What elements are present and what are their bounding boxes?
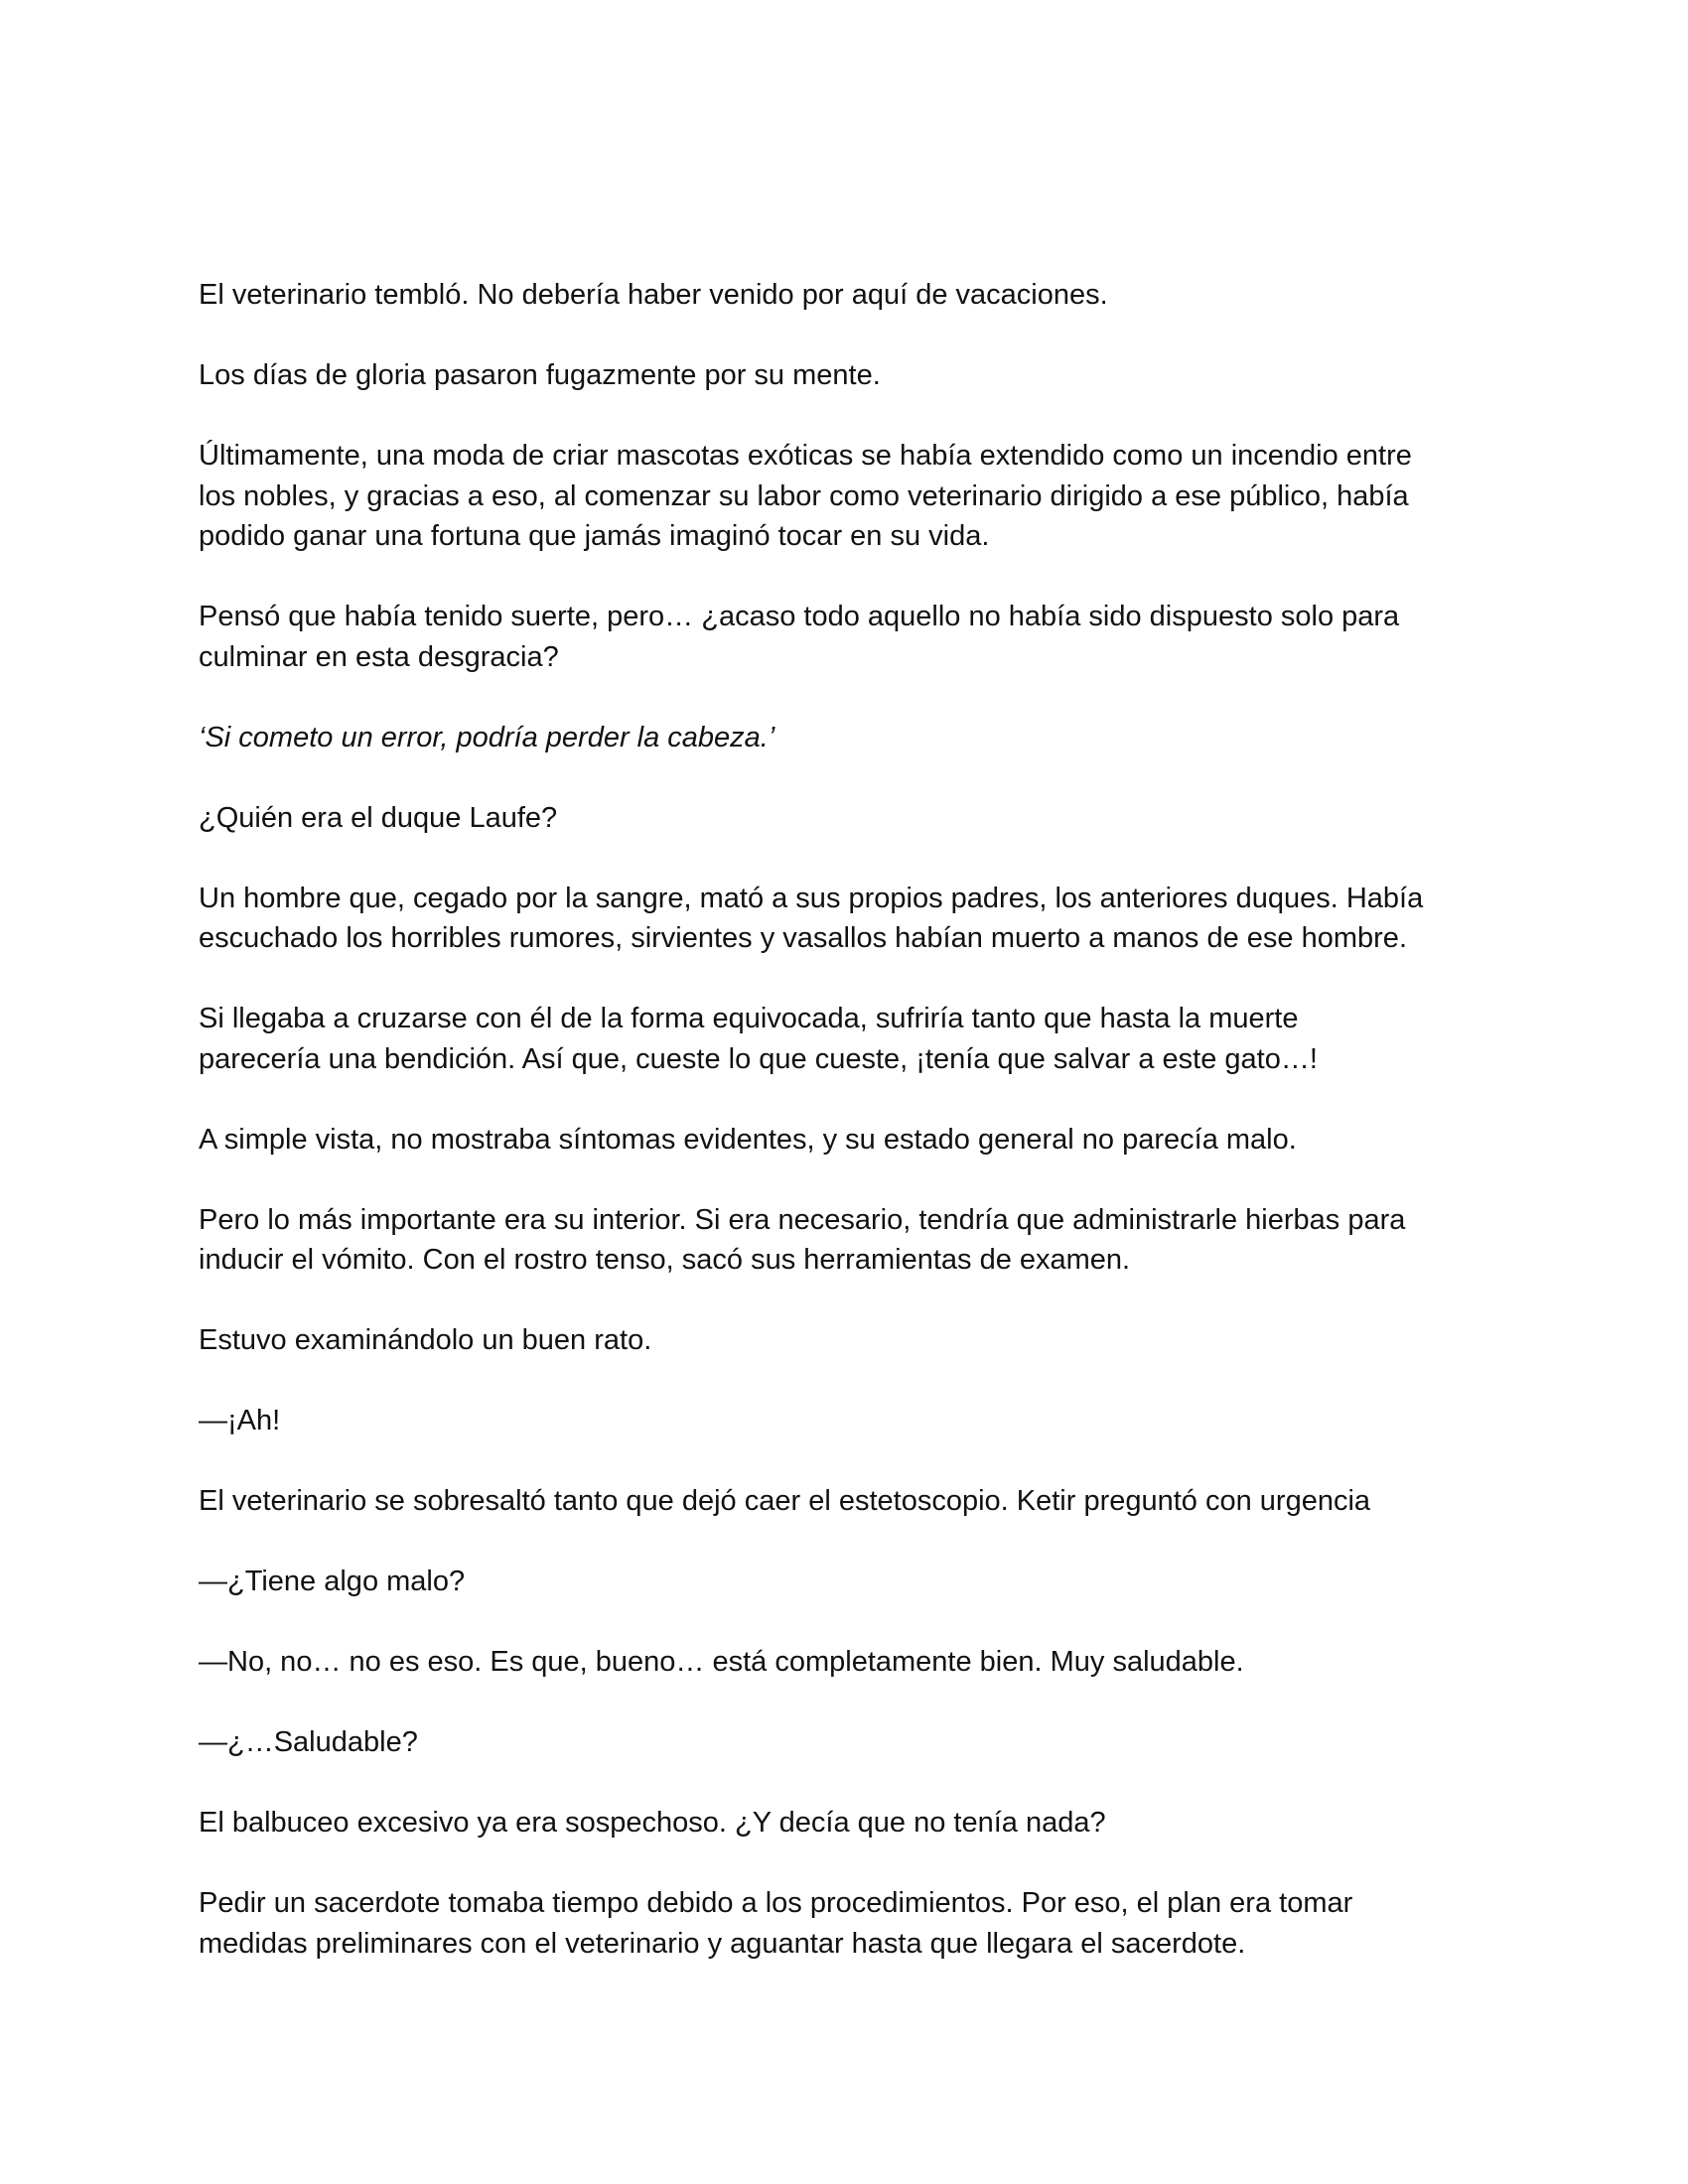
document-page — [199, 275, 1509, 2004]
text-line: podido ganar una fortuna que jamás imaginó tocar en su vida. — [199, 520, 990, 552]
text-line: Estuvo examinándolo un buen rato. — [199, 1324, 652, 1356]
text-line: —¿Tiene algo malo? — [199, 1566, 466, 1597]
paragraph — [199, 1883, 1509, 1964]
text-line: El veterinario se sobresaltó tanto que dejó caer el estetoscopio. Ketir preguntó con urgencia — [199, 1485, 1371, 1517]
text-line: A simple vista, no mostraba síntomas evidentes, y su estado general no parecía malo. — [199, 1123, 1297, 1156]
text-line: los nobles, y gracias a eso, al comenzar su labor como veterinario dirigido a ese público, había — [199, 479, 1409, 512]
text-line: inducir el vómito. Con el rostro tenso, sacó sus herramientas de examen. — [199, 1244, 1131, 1276]
dialogue-paragraph — [199, 1722, 1509, 1763]
text-line: Últimamente, una moda de criar mascotas exóticas se había extendido como un incendio entre — [199, 440, 1412, 472]
text-line: ‘Si cometo un error, podría perder la cabeza.’ — [199, 721, 775, 753]
text-line: medidas preliminares con el veterinario y aguantar hasta que llegara el sacerdote. — [199, 1927, 1246, 1960]
text-line: El veterinario tembló. No debería haber venido por aquí de vacaciones. — [199, 279, 1108, 311]
text-line: Pero lo más importante era su interior. Si era necesario, tendría que administrarle hierbas para — [199, 1203, 1406, 1236]
paragraph — [199, 1320, 1509, 1361]
paragraph — [199, 1200, 1509, 1281]
paragraph — [199, 1120, 1509, 1160]
paragraph — [199, 1803, 1509, 1843]
text-line: parecería una bendición. Así que, cueste lo que cueste, ¡tenía que salvar a este gato…! — [199, 1042, 1318, 1075]
dialogue-paragraph — [199, 1562, 1509, 1602]
text-line: culminar en esta desgracia? — [199, 640, 559, 673]
italic-thought-paragraph — [199, 718, 1509, 758]
paragraph — [199, 355, 1509, 396]
text-line: ¿Quién era el duque Laufe? — [199, 801, 558, 834]
text-line: Pensó que había tenido suerte, pero… ¿acaso todo aquello no había sido dispuesto solo para — [199, 601, 1400, 632]
paragraph — [199, 999, 1509, 1079]
text-line: El balbuceo excesivo ya era sospechoso. ¿Y decía que no tenía nada? — [199, 1807, 1106, 1839]
text-line: Un hombre que, cegado por la sangre, mató a sus propios padres, los anteriores duques. Había — [199, 882, 1424, 914]
paragraph — [199, 275, 1509, 316]
text-line: —No, no… no es eso. Es que, bueno… está completamente bien. Muy saludable. — [199, 1646, 1244, 1678]
text-line: Si llegaba a cruzarse con él de la forma equivocada, sufriría tanto que hasta la muerte — [199, 1003, 1299, 1034]
paragraph — [199, 1481, 1509, 1522]
text-line: Pedir un sacerdote tomaba tiempo debido a los procedimientos. Por eso, el plan era tomar — [199, 1887, 1353, 1919]
paragraph — [199, 879, 1509, 959]
text-line: escuchado los horribles rumores, sirvientes y vasallos habían muerto a manos de ese hombre. — [199, 922, 1407, 954]
dialogue-paragraph — [199, 1642, 1509, 1683]
text-line: —¡Ah! — [199, 1405, 281, 1436]
dialogue-paragraph — [199, 1401, 1509, 1441]
paragraph — [199, 597, 1509, 677]
text-line: Los días de gloria pasaron fugazmente por su mente. — [199, 359, 881, 391]
paragraph — [199, 798, 1509, 839]
paragraph — [199, 436, 1509, 557]
text-line: —¿…Saludable? — [199, 1726, 418, 1758]
